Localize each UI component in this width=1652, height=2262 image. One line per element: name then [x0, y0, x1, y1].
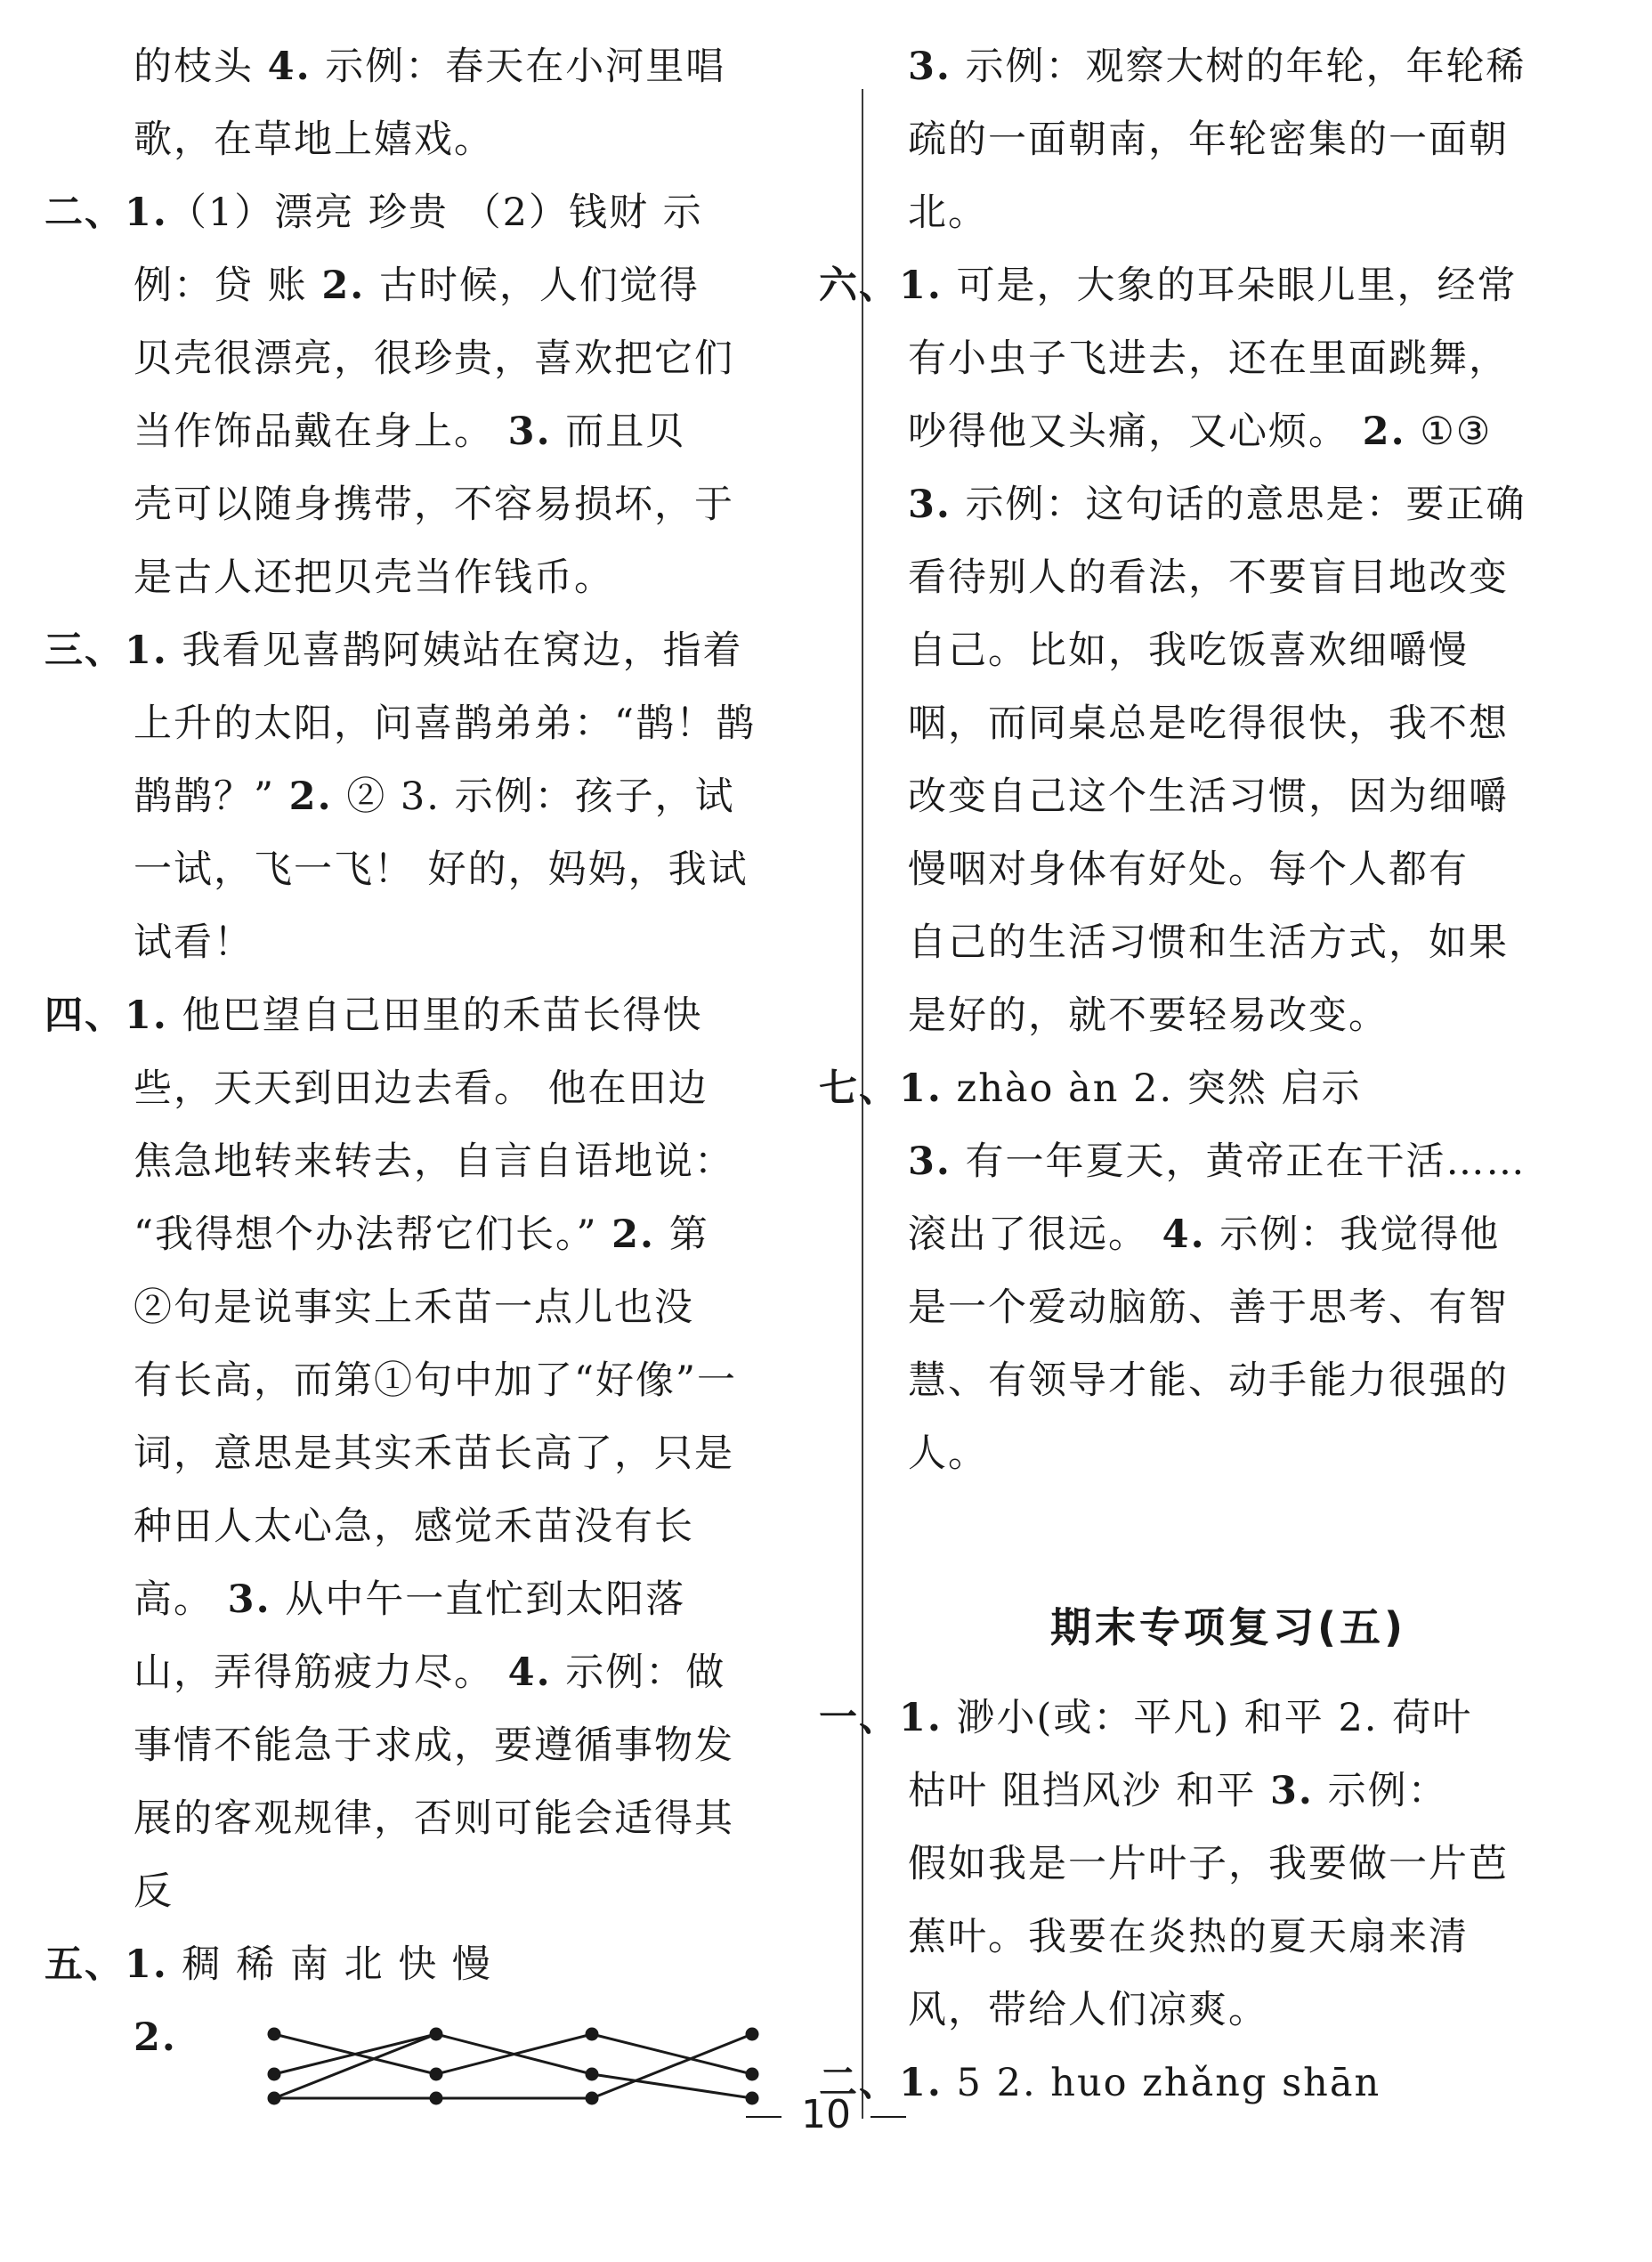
match-dot	[587, 2029, 597, 2039]
text-line	[908, 624, 1469, 677]
line-text: 人。	[908, 1431, 988, 1476]
section-number: 五、	[45, 1942, 125, 1987]
text-line	[45, 1938, 492, 1991]
line-text: 可是，大象的耳朵眼儿里，经常	[942, 263, 1518, 308]
text-line	[134, 332, 734, 385]
text-line	[134, 770, 735, 823]
line-text: 他巴望自己田里的禾苗长得快	[167, 993, 703, 1038]
line-text: 假如我是一片叶子，我要做一片芭	[908, 1842, 1509, 1886]
text-line	[134, 2011, 177, 2064]
line-text: 示例：春天在小河里唱	[311, 45, 726, 89]
text-line	[908, 1837, 1509, 1891]
text-line	[134, 1792, 734, 1845]
line-text: ①③	[1405, 409, 1493, 454]
question-number: 1.	[125, 1942, 168, 1987]
text-line	[908, 770, 1509, 823]
page-number-dash-left	[746, 2116, 781, 2118]
line-text: 示例：做	[551, 1650, 726, 1695]
text-line	[45, 624, 743, 677]
line-text: 有长高，而第①句中加了“好像”一	[134, 1358, 737, 1403]
text-line	[908, 916, 1509, 969]
match-dot	[587, 2069, 597, 2080]
line-text: 山，弄得筋疲力尽。	[134, 1650, 508, 1695]
text-line	[908, 332, 1509, 385]
section-heading: 期末专项复习(五)	[1050, 1603, 1407, 1651]
line-text: 吵得他又头痛，又心烦。	[908, 409, 1363, 454]
text-line	[908, 1983, 1268, 2037]
line-text: 有一年夏天，黄帝正在干活……	[951, 1139, 1526, 1184]
question-number: 1.	[125, 628, 168, 673]
question-number: 3.	[908, 1139, 952, 1184]
text-line	[134, 1354, 737, 1407]
line-text: 展的客观规律，否则可能会适得其	[134, 1796, 734, 1841]
text-line	[134, 405, 685, 458]
line-text: 高。	[134, 1577, 228, 1622]
line-text: 焦急地转来转去，自言自语地说：	[134, 1139, 734, 1184]
match-line	[592, 2034, 752, 2098]
text-line	[908, 1910, 1469, 1964]
line-text: 改变自己这个生活习惯，因为细嚼	[908, 774, 1509, 819]
page-number-dash-right	[871, 2116, 906, 2118]
line-text: 自己的生活习惯和生活方式，如果	[908, 920, 1509, 965]
question-number: 4.	[267, 45, 312, 89]
question-number: 2.	[1362, 409, 1406, 454]
text-line	[819, 259, 1518, 312]
line-text: 5 2. huo zhǎng shān	[942, 2061, 1381, 2105]
text-line	[908, 1354, 1509, 1407]
line-text: 我看见喜鹊阿姨站在窝边，指着	[167, 628, 743, 673]
text-line	[134, 1208, 709, 1261]
text-line	[908, 478, 1526, 531]
match-line	[274, 2034, 436, 2098]
line-text: 壳可以随身携带，不容易损坏，于	[134, 482, 734, 527]
section-number: 一、	[819, 1696, 899, 1740]
text-line	[134, 1646, 725, 1699]
line-text: 自己。比如，我吃饭喜欢细嚼慢	[908, 628, 1469, 673]
text-line	[134, 843, 749, 896]
match-dot	[269, 2029, 279, 2039]
line-text: 风，带给人们凉爽。	[908, 1988, 1268, 2032]
text-line	[908, 1764, 1448, 1818]
text-line	[908, 113, 1509, 166]
line-text: ② 3. 示例：孩子，试	[332, 774, 735, 819]
section-number: 二、	[45, 191, 125, 235]
line-text: 的枝头	[134, 45, 268, 89]
line-text: zhào àn 2. 突然 启示	[942, 1066, 1362, 1111]
text-line	[908, 551, 1509, 604]
line-text: 枯叶 阻挡风沙 和平	[908, 1769, 1271, 1813]
line-text: 鹊鹊？”	[134, 774, 289, 819]
text-line	[134, 1135, 734, 1188]
line-text: 是好的，就不要轻易改变。	[908, 993, 1389, 1038]
line-text: 第	[655, 1212, 709, 1257]
section-number: 二、	[819, 2061, 899, 2105]
page-number-text: 10	[801, 2092, 851, 2137]
line-text: 示例：	[1313, 1769, 1448, 1813]
question-number: 1.	[899, 2061, 943, 2105]
match-dot	[747, 2069, 757, 2080]
line-text: 古时候，人们觉得	[365, 263, 700, 308]
line-text: 有小虫子飞进去，还在里面跳舞，	[908, 336, 1509, 381]
question-number: 3.	[908, 482, 952, 527]
question-number: 2.	[321, 263, 366, 308]
line-text: 当作饰品戴在身上。	[134, 409, 508, 454]
text-line	[134, 1427, 734, 1480]
line-text: 看待别人的看法，不要盲目地改变	[908, 555, 1509, 600]
text-line	[134, 259, 700, 312]
question-number: 1.	[899, 1696, 943, 1740]
line-text: 疏的一面朝南，年轮密集的一面朝	[908, 118, 1509, 162]
line-text: 北。	[908, 191, 988, 235]
line-text: 蕉叶。我要在炎热的夏天扇来清	[908, 1915, 1469, 1959]
line-text: 是一个爱动脑筋、善于思考、有智	[908, 1285, 1509, 1330]
line-text: 示例：我觉得他	[1205, 1212, 1501, 1257]
question-number: 3.	[507, 409, 552, 454]
text-line	[819, 1691, 1472, 1745]
line-text: 从中午一直忙到太阳落	[271, 1577, 686, 1622]
question-number: 1.	[899, 263, 943, 308]
line-text: 些，天天到田边去看。 他在田边	[134, 1066, 709, 1111]
section-number: 七、	[819, 1066, 899, 1111]
text-line	[908, 186, 988, 239]
line-text: 反	[134, 1869, 174, 1914]
line-text: 贝壳很漂亮，很珍贵，喜欢把它们	[134, 336, 734, 381]
line-text: 词，意思是其实禾苗长高了，只是	[134, 1431, 734, 1476]
text-line	[45, 989, 703, 1042]
line-text: 是古人还把贝壳当作钱币。	[134, 555, 614, 600]
line-text: 示例：观察大树的年轮，年轮稀	[951, 45, 1526, 89]
line-text: 歌，在草地上嬉戏。	[134, 118, 494, 162]
text-line	[134, 1500, 694, 1553]
question-number: 2.	[288, 774, 333, 819]
text-line	[134, 551, 614, 604]
page-number	[0, 2092, 1652, 2137]
text-line	[908, 697, 1509, 750]
question-number: 3.	[908, 45, 952, 89]
question-number: 4.	[1162, 1212, 1206, 1257]
text-line	[908, 989, 1389, 1042]
question-number: 1.	[125, 993, 168, 1038]
match-line	[592, 2034, 752, 2074]
line-text: 咽，而同桌总是吃得很快，我不想	[908, 701, 1509, 746]
line-text: 慧、有领导才能、动手能力很强的	[908, 1358, 1509, 1403]
line-text: 稠 稀 南 北 快 慢	[167, 1942, 492, 1987]
text-line	[908, 1281, 1509, 1334]
line-text: 渺小(或：平凡) 和平 2. 荷叶	[942, 1696, 1473, 1740]
text-line	[134, 1281, 694, 1334]
text-line	[908, 1135, 1526, 1188]
text-line	[908, 405, 1492, 458]
text-line	[908, 1208, 1500, 1261]
line-text: “我得想个办法帮它们长。”	[134, 1212, 612, 1257]
text-line	[134, 113, 494, 166]
question-number: 1.	[899, 1066, 943, 1111]
question-number: 4.	[507, 1650, 552, 1695]
line-text: 慢咽对身体有好处。每个人都有	[908, 847, 1469, 892]
text-line	[134, 1573, 685, 1626]
text-line	[134, 916, 254, 969]
match-dot	[747, 2029, 757, 2039]
line-text: 滚出了很远。	[908, 1212, 1162, 1257]
line-text: 种田人太心急，感觉禾苗没有长	[134, 1504, 694, 1549]
line-text: ②句是说事实上禾苗一点儿也没	[134, 1285, 694, 1330]
line-text: 一试，飞一飞！ 好的，妈妈，我试	[134, 847, 749, 892]
line-text: 试看！	[134, 920, 254, 965]
match-dot	[269, 2069, 279, 2080]
line-text: 例：贷 账	[134, 263, 322, 308]
line-text: 而且贝	[551, 409, 686, 454]
section-number: 六、	[819, 263, 899, 308]
match-dot	[431, 2069, 441, 2080]
text-line	[134, 1865, 174, 1918]
text-line	[908, 40, 1526, 93]
text-line	[134, 40, 725, 93]
text-line	[819, 1062, 1361, 1115]
question-number: 1.	[125, 191, 168, 235]
match-dot	[431, 2029, 441, 2039]
section-number: 三、	[45, 628, 125, 673]
line-text: 上升的太阳，问喜鹊弟弟：“鹊！鹊	[134, 701, 756, 746]
text-line	[908, 1427, 988, 1480]
text-line	[134, 478, 734, 531]
text-line	[134, 697, 756, 750]
text-line	[134, 1062, 709, 1115]
section-number: 四、	[45, 993, 125, 1038]
line-text: 事情不能急于求成，要遵循事物发	[134, 1723, 734, 1768]
line-text: （1）漂亮 珍贵 （2）钱财 示	[167, 191, 703, 235]
text-line	[134, 1719, 734, 1772]
line-text: 示例：这句话的意思是：要正确	[951, 482, 1526, 527]
question-number: 2.	[134, 2015, 177, 2060]
question-number: 3.	[227, 1577, 271, 1622]
text-line	[45, 186, 703, 239]
question-number: 3.	[1270, 1769, 1314, 1813]
question-number: 2.	[611, 1212, 656, 1257]
text-line	[908, 843, 1469, 896]
